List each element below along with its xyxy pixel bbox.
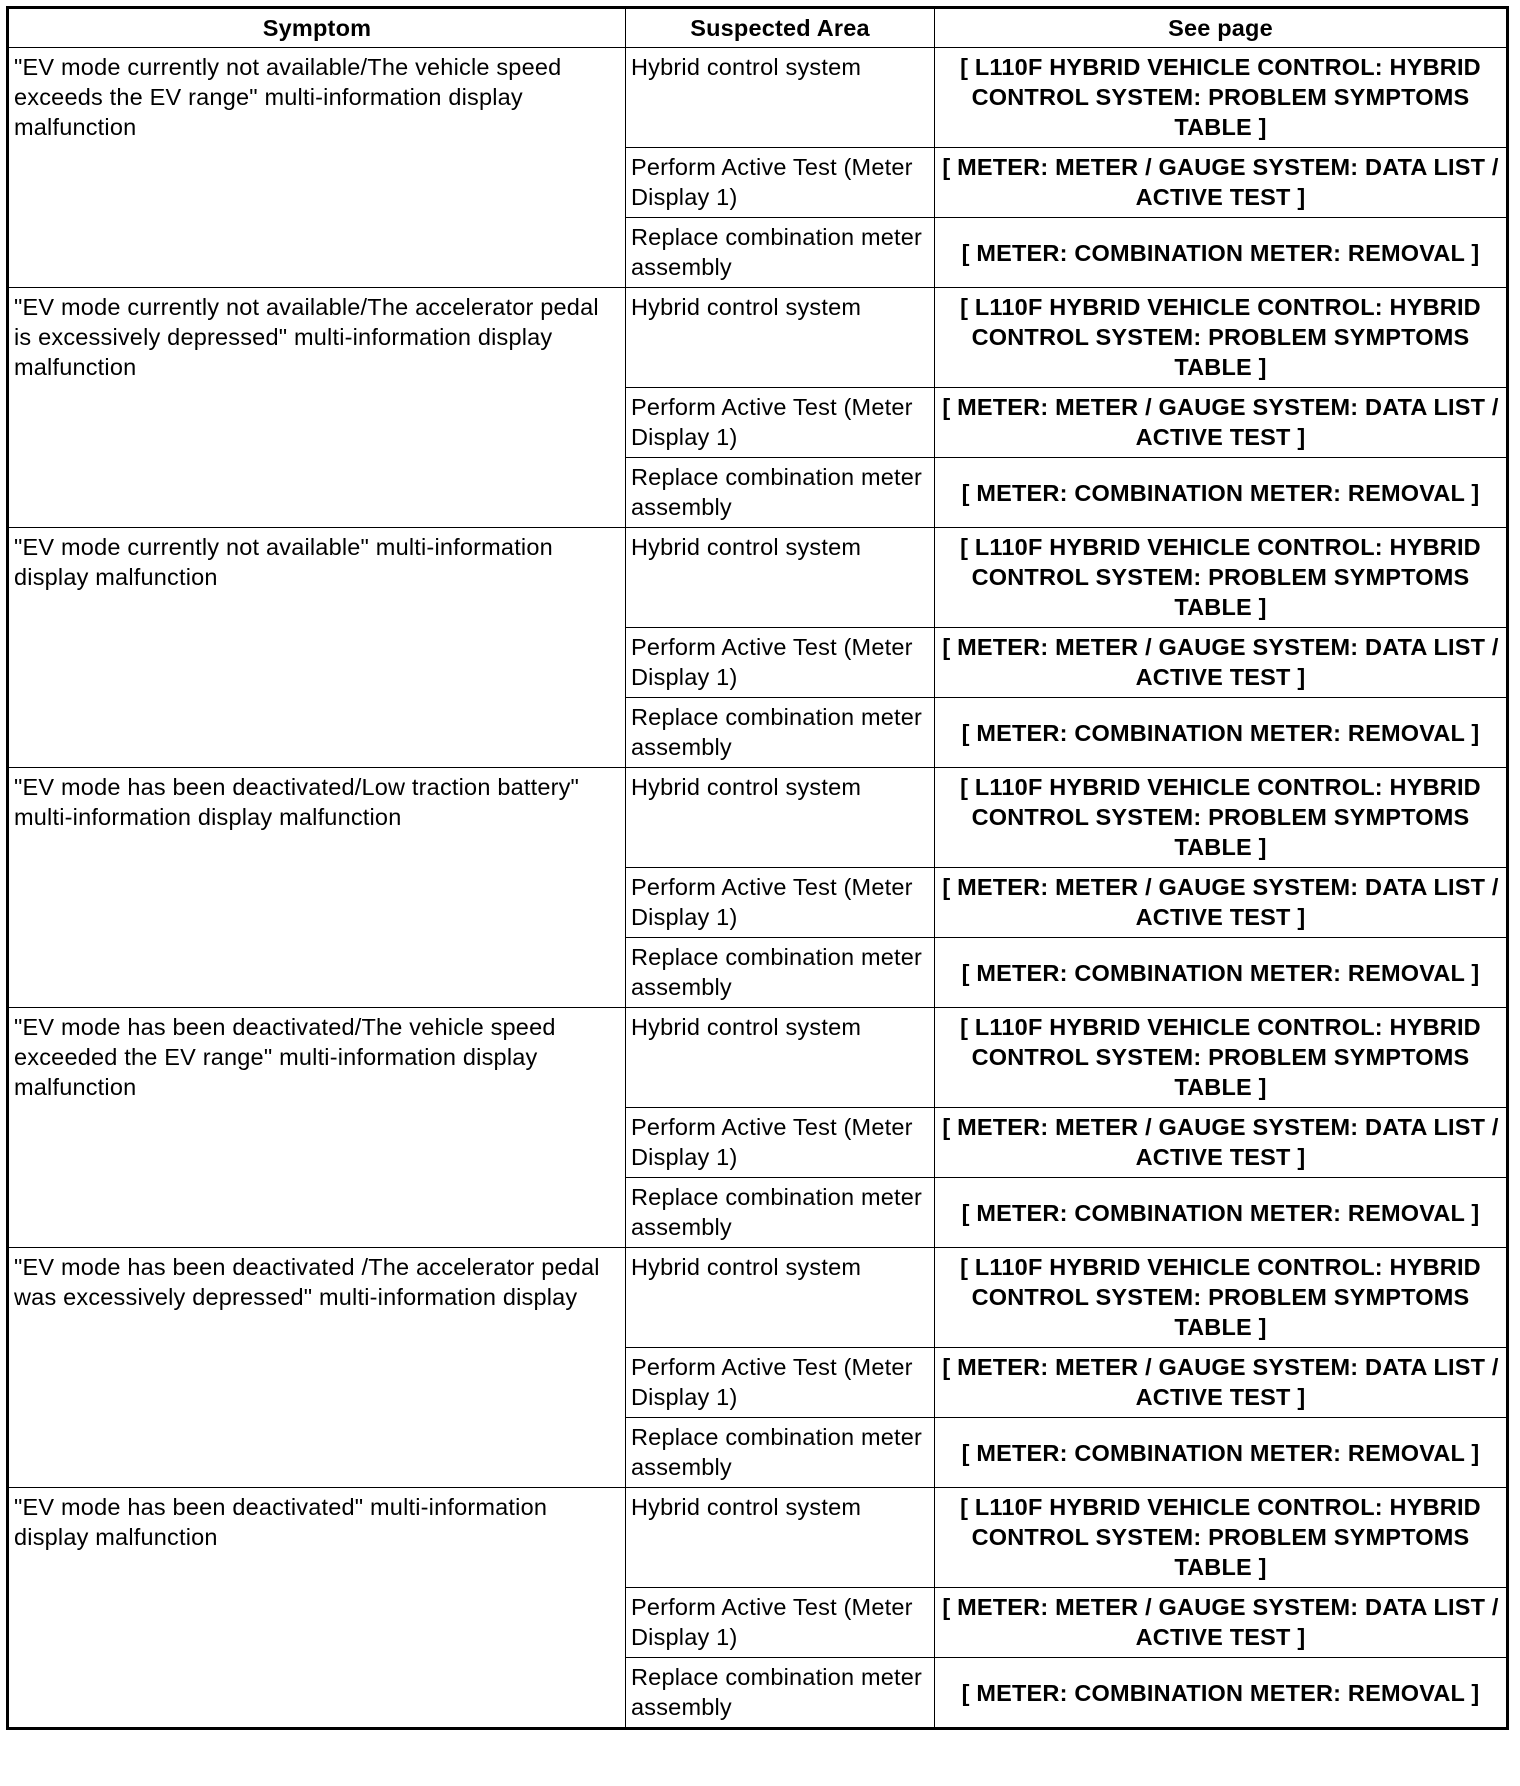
see-page-link[interactable]: [ L110F HYBRID VEHICLE CONTROL: HYBRID CONTROL SYSTEM: PROBLEM SYMPTOMS TABLE ] — [935, 1248, 1508, 1348]
suspected-area-cell: Replace combination meter assembly — [626, 938, 935, 1008]
see-page-link[interactable]: [ METER: METER / GAUGE SYSTEM: DATA LIST / ACTIVE TEST ] — [935, 868, 1508, 938]
see-page-link[interactable]: [ L110F HYBRID VEHICLE CONTROL: HYBRID CONTROL SYSTEM: PROBLEM SYMPTOMS TABLE ] — [935, 528, 1508, 628]
table-row — [8, 1008, 1508, 1108]
see-page-link[interactable]: [ METER: METER / GAUGE SYSTEM: DATA LIST / ACTIVE TEST ] — [935, 1108, 1508, 1178]
suspected-area-cell: Replace combination meter assembly — [626, 698, 935, 768]
suspected-area-cell: Perform Active Test (Meter Display 1) — [626, 148, 935, 218]
table-row — [8, 768, 1508, 868]
suspected-area-cell: Replace combination meter assembly — [626, 458, 935, 528]
see-page-link[interactable]: [ METER: METER / GAUGE SYSTEM: DATA LIST / ACTIVE TEST ] — [935, 1348, 1508, 1418]
suspected-area-cell: Replace combination meter assembly — [626, 1418, 935, 1488]
symptom-cell: "EV mode currently not available/The vehicle speed exceeds the EV range" multi-information display malfunction — [8, 48, 626, 288]
see-page-link[interactable]: [ METER: METER / GAUGE SYSTEM: DATA LIST / ACTIVE TEST ] — [935, 628, 1508, 698]
table-row — [8, 288, 1508, 388]
header-row — [8, 8, 1508, 48]
see-page-link[interactable]: [ METER: COMBINATION METER: REMOVAL ] — [935, 1658, 1508, 1729]
see-page-link[interactable]: [ METER: METER / GAUGE SYSTEM: DATA LIST / ACTIVE TEST ] — [935, 1588, 1508, 1658]
see-page-link[interactable]: [ L110F HYBRID VEHICLE CONTROL: HYBRID CONTROL SYSTEM: PROBLEM SYMPTOMS TABLE ] — [935, 768, 1508, 868]
table-row — [8, 528, 1508, 628]
see-page-link[interactable]: [ L110F HYBRID VEHICLE CONTROL: HYBRID CONTROL SYSTEM: PROBLEM SYMPTOMS TABLE ] — [935, 48, 1508, 148]
symptom-cell: "EV mode has been deactivated" multi-information display malfunction — [8, 1488, 626, 1729]
see-page-link[interactable]: [ METER: METER / GAUGE SYSTEM: DATA LIST / ACTIVE TEST ] — [935, 388, 1508, 458]
suspected-area-cell: Hybrid control system — [626, 288, 935, 388]
table-row — [8, 1248, 1508, 1348]
header-suspected-area: Suspected Area — [626, 8, 935, 48]
header-see-page: See page — [935, 8, 1508, 48]
see-page-link[interactable]: [ METER: COMBINATION METER: REMOVAL ] — [935, 698, 1508, 768]
suspected-area-cell: Hybrid control system — [626, 1488, 935, 1588]
suspected-area-cell: Perform Active Test (Meter Display 1) — [626, 1108, 935, 1178]
suspected-area-cell: Hybrid control system — [626, 528, 935, 628]
suspected-area-cell: Hybrid control system — [626, 768, 935, 868]
table-row — [8, 1488, 1508, 1588]
see-page-link[interactable]: [ METER: METER / GAUGE SYSTEM: DATA LIST / ACTIVE TEST ] — [935, 148, 1508, 218]
problem-symptoms-table — [6, 6, 1509, 1730]
table-row — [8, 48, 1508, 148]
table-header — [8, 8, 1508, 48]
suspected-area-cell: Perform Active Test (Meter Display 1) — [626, 1348, 935, 1418]
symptom-cell: "EV mode has been deactivated/The vehicle speed exceeded the EV range" multi-information display malfunction — [8, 1008, 626, 1248]
symptom-cell: "EV mode has been deactivated/Low traction battery" multi-information display malfunction — [8, 768, 626, 1008]
suspected-area-cell: Perform Active Test (Meter Display 1) — [626, 388, 935, 458]
see-page-link[interactable]: [ METER: COMBINATION METER: REMOVAL ] — [935, 218, 1508, 288]
suspected-area-cell: Replace combination meter assembly — [626, 1658, 935, 1729]
see-page-link[interactable]: [ METER: COMBINATION METER: REMOVAL ] — [935, 1418, 1508, 1488]
suspected-area-cell: Perform Active Test (Meter Display 1) — [626, 868, 935, 938]
see-page-link[interactable]: [ L110F HYBRID VEHICLE CONTROL: HYBRID CONTROL SYSTEM: PROBLEM SYMPTOMS TABLE ] — [935, 1488, 1508, 1588]
symptom-cell: "EV mode currently not available/The accelerator pedal is excessively depressed" multi-information display malfunction — [8, 288, 626, 528]
see-page-link[interactable]: [ L110F HYBRID VEHICLE CONTROL: HYBRID CONTROL SYSTEM: PROBLEM SYMPTOMS TABLE ] — [935, 288, 1508, 388]
header-symptom: Symptom — [8, 8, 626, 48]
suspected-area-cell: Replace combination meter assembly — [626, 218, 935, 288]
see-page-link[interactable]: [ METER: COMBINATION METER: REMOVAL ] — [935, 1178, 1508, 1248]
see-page-link[interactable]: [ METER: COMBINATION METER: REMOVAL ] — [935, 458, 1508, 528]
symptom-cell: "EV mode currently not available" multi-information display malfunction — [8, 528, 626, 768]
see-page-link[interactable]: [ L110F HYBRID VEHICLE CONTROL: HYBRID CONTROL SYSTEM: PROBLEM SYMPTOMS TABLE ] — [935, 1008, 1508, 1108]
suspected-area-cell: Replace combination meter assembly — [626, 1178, 935, 1248]
suspected-area-cell: Hybrid control system — [626, 48, 935, 148]
suspected-area-cell: Perform Active Test (Meter Display 1) — [626, 628, 935, 698]
suspected-area-cell: Hybrid control system — [626, 1008, 935, 1108]
suspected-area-cell: Hybrid control system — [626, 1248, 935, 1348]
symptom-cell: "EV mode has been deactivated /The accelerator pedal was excessively depressed" multi-information display — [8, 1248, 626, 1488]
suspected-area-cell: Perform Active Test (Meter Display 1) — [626, 1588, 935, 1658]
table-body — [8, 48, 1508, 1729]
see-page-link[interactable]: [ METER: COMBINATION METER: REMOVAL ] — [935, 938, 1508, 1008]
